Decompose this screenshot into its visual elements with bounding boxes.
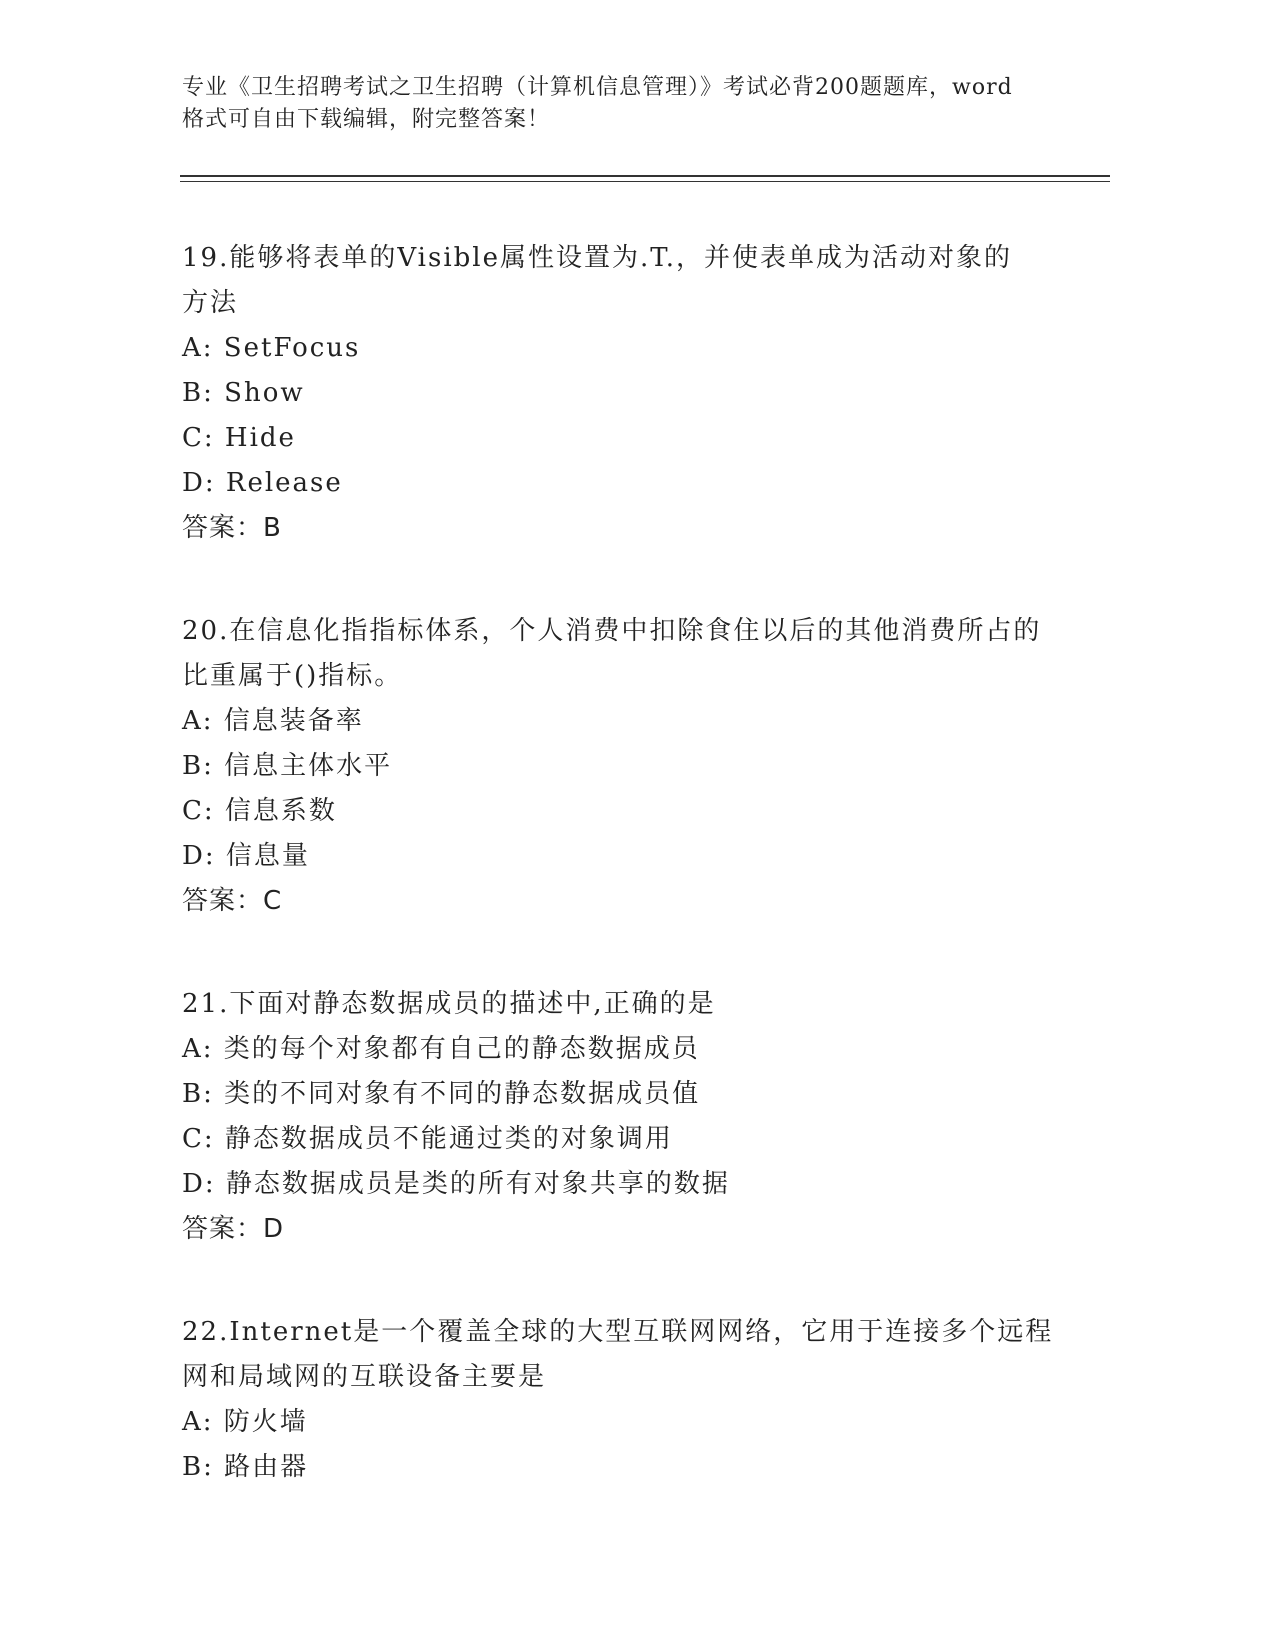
document-header bbox=[182, 72, 1082, 136]
header-line-2: 格式可自由下载编辑，附完整答案！ bbox=[182, 107, 551, 132]
option-b: B: 路由器 bbox=[182, 1452, 309, 1482]
option-a: A: SetFocus bbox=[182, 333, 361, 363]
question-19 bbox=[182, 236, 1082, 551]
question-20 bbox=[182, 609, 1082, 924]
option-b: B: 类的不同对象有不同的静态数据成员值 bbox=[182, 1079, 701, 1109]
answer-line: 答案：C bbox=[182, 886, 283, 916]
question-stem-line: 方法 bbox=[182, 288, 239, 318]
question-stem-line: 网和局域网的互联设备主要是 bbox=[182, 1362, 547, 1392]
option-d: D: Release bbox=[182, 468, 343, 498]
question-stem-line: 22.Internet是一个覆盖全球的大型互联网网络，它用于连接多个远程 bbox=[182, 1317, 1054, 1347]
header-divider-thin bbox=[180, 181, 1110, 182]
question-21 bbox=[182, 982, 1082, 1252]
question-stem-line: 20.在信息化指指标体系，个人消费中扣除食住以后的其他消费所占的 bbox=[182, 616, 1042, 646]
option-a: A: 信息装备率 bbox=[182, 706, 364, 736]
option-c: C: Hide bbox=[182, 423, 296, 453]
option-a: A: 类的每个对象都有自己的静态数据成员 bbox=[182, 1034, 700, 1064]
option-b: B: Show bbox=[182, 378, 305, 408]
answer-line: 答案：B bbox=[182, 513, 282, 543]
option-d: D: 静态数据成员是类的所有对象共享的数据 bbox=[182, 1169, 730, 1199]
question-stem-line: 比重属于()指标。 bbox=[182, 661, 403, 691]
question-stem-line: 21.下面对静态数据成员的描述中,正确的是 bbox=[182, 989, 716, 1019]
option-c: C: 信息系数 bbox=[182, 796, 337, 826]
question-22 bbox=[182, 1310, 1082, 1490]
answer-line: 答案：D bbox=[182, 1214, 285, 1244]
header-line-1: 专业《卫生招聘考试之卫生招聘（计算机信息管理）》考试必背200题题库，word bbox=[182, 75, 1013, 100]
question-stem-line: 19.能够将表单的Visible属性设置为.T.，并使表单成为活动对象的 bbox=[182, 243, 1013, 273]
option-d: D: 信息量 bbox=[182, 841, 310, 871]
option-b: B: 信息主体水平 bbox=[182, 751, 393, 781]
option-c: C: 静态数据成员不能通过类的对象调用 bbox=[182, 1124, 673, 1154]
header-divider-thick bbox=[180, 175, 1110, 177]
question-list bbox=[182, 236, 1082, 1548]
option-a: A: 防火墙 bbox=[182, 1407, 308, 1437]
